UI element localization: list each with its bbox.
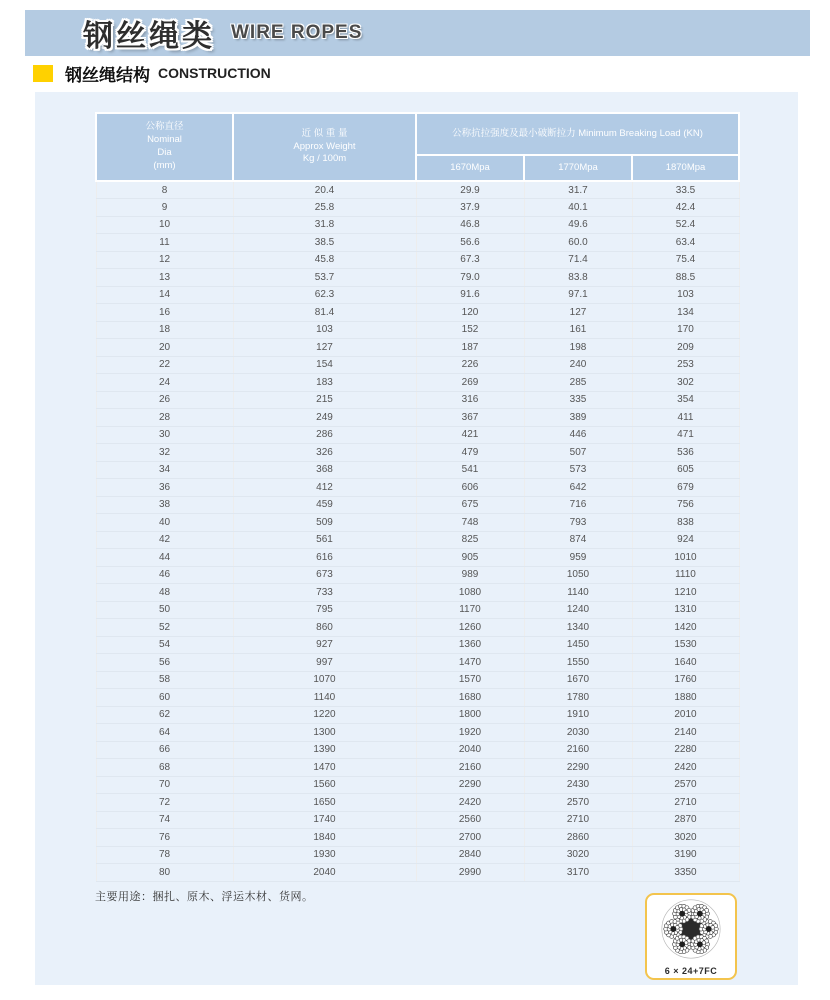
- table-cell: 103: [632, 286, 739, 304]
- table-cell: 45.8: [233, 251, 416, 269]
- table-cell: 152: [416, 321, 524, 339]
- table-cell: 997: [233, 654, 416, 672]
- title-bar: [25, 10, 810, 56]
- table-cell: 2160: [524, 741, 632, 759]
- table-row: [96, 829, 739, 847]
- table-cell: 1680: [416, 689, 524, 707]
- table-cell: 52.4: [632, 216, 739, 234]
- table-cell: 1390: [233, 741, 416, 759]
- table-cell: 335: [524, 391, 632, 409]
- table-cell: 161: [524, 321, 632, 339]
- usage-note: 主要用途：捆扎、原木、浮运木材、货网。: [95, 891, 314, 903]
- table-row: [96, 671, 739, 689]
- table-cell: 33.5: [632, 181, 739, 199]
- table-cell: 3170: [524, 864, 632, 882]
- col-header-weight-cn: 近 似 重 量: [301, 127, 348, 139]
- table-row: [96, 741, 739, 759]
- table-cell: 2040: [233, 864, 416, 882]
- table-cell: 2280: [632, 741, 739, 759]
- table-cell: 20: [96, 339, 233, 357]
- table-cell: 14: [96, 286, 233, 304]
- table-cell: 1780: [524, 689, 632, 707]
- table-cell: 286: [233, 426, 416, 444]
- table-body: [96, 181, 739, 881]
- col-header-dia-unit: (mm): [153, 159, 176, 171]
- table-cell: 40.1: [524, 199, 632, 217]
- table-cell: 959: [524, 549, 632, 567]
- table-row: [96, 864, 739, 882]
- table-cell: 1140: [233, 689, 416, 707]
- section-title-en: CONSTRUCTION: [158, 65, 271, 81]
- table-row: [96, 584, 739, 602]
- table-cell: 1220: [233, 706, 416, 724]
- table-cell: 37.9: [416, 199, 524, 217]
- table-cell: 42.4: [632, 199, 739, 217]
- table-cell: 13: [96, 269, 233, 287]
- table-cell: 1640: [632, 654, 739, 672]
- table-row: [96, 269, 739, 287]
- table-cell: 72: [96, 794, 233, 812]
- table-cell: 2030: [524, 724, 632, 742]
- table-cell: 91.6: [416, 286, 524, 304]
- table-row: [96, 549, 739, 567]
- table-cell: 354: [632, 391, 739, 409]
- table-cell: 46: [96, 566, 233, 584]
- table-row: [96, 374, 739, 392]
- col-header-dia-en1: Nominal: [147, 134, 182, 146]
- col-header-nominal-dia: [96, 113, 233, 181]
- table-cell: 48: [96, 584, 233, 602]
- table-cell: 838: [632, 514, 739, 532]
- table-cell: 253: [632, 356, 739, 374]
- table-row: [96, 234, 739, 252]
- table-cell: 240: [524, 356, 632, 374]
- rope-construction-label: 6 × 24+7FC: [664, 965, 718, 976]
- table-cell: 3020: [632, 829, 739, 847]
- table-cell: 64: [96, 724, 233, 742]
- table-cell: 412: [233, 479, 416, 497]
- table-cell: 989: [416, 566, 524, 584]
- table-cell: 605: [632, 461, 739, 479]
- table-cell: 1140: [524, 584, 632, 602]
- table-cell: 2420: [632, 759, 739, 777]
- table-row: [96, 689, 739, 707]
- table-cell: 3020: [524, 846, 632, 864]
- table-cell: 2990: [416, 864, 524, 882]
- table-cell: 795: [233, 601, 416, 619]
- section-header: [33, 62, 271, 84]
- table-cell: 1070: [233, 671, 416, 689]
- table-cell: 8: [96, 181, 233, 199]
- table-cell: 1340: [524, 619, 632, 637]
- table-cell: 1800: [416, 706, 524, 724]
- table-cell: 1570: [416, 671, 524, 689]
- table-cell: 68: [96, 759, 233, 777]
- table-cell: 1110: [632, 566, 739, 584]
- table-cell: 1550: [524, 654, 632, 672]
- table-cell: 29.9: [416, 181, 524, 199]
- table-cell: 2710: [632, 794, 739, 812]
- table-cell: 60.0: [524, 234, 632, 252]
- table-cell: 1560: [233, 776, 416, 794]
- table-cell: 2570: [524, 794, 632, 812]
- col-header-1670mpa: 1670Mpa: [416, 155, 524, 181]
- table-cell: 2290: [524, 759, 632, 777]
- table-cell: 367: [416, 409, 524, 427]
- table-cell: 2140: [632, 724, 739, 742]
- table-cell: 561: [233, 531, 416, 549]
- table-cell: 1530: [632, 636, 739, 654]
- table-cell: 269: [416, 374, 524, 392]
- table-row: [96, 286, 739, 304]
- table-cell: 215: [233, 391, 416, 409]
- table-cell: 46.8: [416, 216, 524, 234]
- table-cell: 411: [632, 409, 739, 427]
- table-cell: 22: [96, 356, 233, 374]
- table-cell: 541: [416, 461, 524, 479]
- table-cell: 36: [96, 479, 233, 497]
- table-cell: 1910: [524, 706, 632, 724]
- table-cell: 459: [233, 496, 416, 514]
- table-cell: 2570: [632, 776, 739, 794]
- table-cell: 81.4: [233, 304, 416, 322]
- col-header-min-breaking-load: 公称抗拉强度及最小破断拉力 Minimum Breaking Load (KN): [416, 113, 739, 155]
- table-cell: 1170: [416, 601, 524, 619]
- table-row: [96, 654, 739, 672]
- table-cell: 38.5: [233, 234, 416, 252]
- table-cell: 1650: [233, 794, 416, 812]
- table-cell: 1050: [524, 566, 632, 584]
- table-cell: 1670: [524, 671, 632, 689]
- content-panel: [35, 92, 798, 985]
- table-cell: 60: [96, 689, 233, 707]
- table-cell: 56: [96, 654, 233, 672]
- table-row: [96, 531, 739, 549]
- table-row: [96, 846, 739, 864]
- table-cell: 70: [96, 776, 233, 794]
- table-cell: 50: [96, 601, 233, 619]
- table-cell: 127: [524, 304, 632, 322]
- table-cell: 1920: [416, 724, 524, 742]
- table-cell: 127: [233, 339, 416, 357]
- table-cell: 756: [632, 496, 739, 514]
- table-cell: 3350: [632, 864, 739, 882]
- table-cell: 2560: [416, 811, 524, 829]
- table-cell: 9: [96, 199, 233, 217]
- table-cell: 793: [524, 514, 632, 532]
- table-cell: 927: [233, 636, 416, 654]
- table-row: [96, 724, 739, 742]
- table-cell: 24: [96, 374, 233, 392]
- table-cell: 16: [96, 304, 233, 322]
- table-cell: 71.4: [524, 251, 632, 269]
- table-cell: 78: [96, 846, 233, 864]
- table-cell: 1740: [233, 811, 416, 829]
- table-cell: 44: [96, 549, 233, 567]
- table-cell: 1880: [632, 689, 739, 707]
- table-cell: 187: [416, 339, 524, 357]
- table-cell: 1420: [632, 619, 739, 637]
- table-row: [96, 391, 739, 409]
- table-cell: 11: [96, 234, 233, 252]
- table-cell: 673: [233, 566, 416, 584]
- table-row: [96, 356, 739, 374]
- table-cell: 1470: [416, 654, 524, 672]
- table-cell: 1210: [632, 584, 739, 602]
- table-row: [96, 199, 739, 217]
- table-cell: 2860: [524, 829, 632, 847]
- col-header-approx-weight: [233, 113, 416, 181]
- table-cell: 58: [96, 671, 233, 689]
- table-cell: 18: [96, 321, 233, 339]
- yellow-square-bullet-icon: [33, 65, 53, 82]
- table-cell: 79.0: [416, 269, 524, 287]
- rope-construction-box: [645, 893, 737, 980]
- table-cell: 12: [96, 251, 233, 269]
- page-title-cn: 钢丝绳类: [83, 20, 215, 53]
- table-cell: 31.8: [233, 216, 416, 234]
- table-row: [96, 514, 739, 532]
- table-cell: 25.8: [233, 199, 416, 217]
- table-cell: 860: [233, 619, 416, 637]
- col-header-1870mpa: 1870Mpa: [632, 155, 739, 181]
- table-cell: 536: [632, 444, 739, 462]
- table-row: [96, 759, 739, 777]
- table-row: [96, 216, 739, 234]
- table-row: [96, 811, 739, 829]
- table-cell: 26: [96, 391, 233, 409]
- table-cell: 49.6: [524, 216, 632, 234]
- table-cell: 103: [233, 321, 416, 339]
- table-cell: 52: [96, 619, 233, 637]
- wire-rope-spec-table: [95, 112, 740, 882]
- table-cell: 1010: [632, 549, 739, 567]
- table-row: [96, 794, 739, 812]
- table-row: [96, 619, 739, 637]
- table-cell: 75.4: [632, 251, 739, 269]
- table-row: [96, 601, 739, 619]
- table-cell: 2710: [524, 811, 632, 829]
- table-row: [96, 251, 739, 269]
- table-row: [96, 636, 739, 654]
- table-cell: 2700: [416, 829, 524, 847]
- wire-rope-cross-section-icon: [660, 898, 722, 965]
- table-cell: 1450: [524, 636, 632, 654]
- page-title-en: WIRE ROPES: [231, 22, 363, 43]
- table-cell: 471: [632, 426, 739, 444]
- table-cell: 1080: [416, 584, 524, 602]
- table-cell: 226: [416, 356, 524, 374]
- table-cell: 1360: [416, 636, 524, 654]
- table-cell: 2870: [632, 811, 739, 829]
- table-row: [96, 496, 739, 514]
- table-cell: 83.8: [524, 269, 632, 287]
- table-cell: 316: [416, 391, 524, 409]
- table-row: [96, 479, 739, 497]
- col-header-dia-en2: Dia: [157, 147, 172, 158]
- table-cell: 74: [96, 811, 233, 829]
- table-cell: 1310: [632, 601, 739, 619]
- table-cell: 905: [416, 549, 524, 567]
- table-cell: 32: [96, 444, 233, 462]
- table-cell: 716: [524, 496, 632, 514]
- table-row: [96, 339, 739, 357]
- table-cell: 1760: [632, 671, 739, 689]
- table-cell: 66: [96, 741, 233, 759]
- table-cell: 748: [416, 514, 524, 532]
- table-cell: 733: [233, 584, 416, 602]
- table-cell: 2430: [524, 776, 632, 794]
- table-cell: 10: [96, 216, 233, 234]
- table-cell: 28: [96, 409, 233, 427]
- table-cell: 1240: [524, 601, 632, 619]
- table-cell: 31.7: [524, 181, 632, 199]
- table-cell: 874: [524, 531, 632, 549]
- table-cell: 1930: [233, 846, 416, 864]
- table-cell: 326: [233, 444, 416, 462]
- table-cell: 30: [96, 426, 233, 444]
- table-cell: 679: [632, 479, 739, 497]
- table-cell: 2420: [416, 794, 524, 812]
- table-row: [96, 776, 739, 794]
- table-row: [96, 304, 739, 322]
- table-cell: 285: [524, 374, 632, 392]
- table-cell: 1840: [233, 829, 416, 847]
- table-cell: 249: [233, 409, 416, 427]
- table-cell: 573: [524, 461, 632, 479]
- table-cell: 507: [524, 444, 632, 462]
- table-cell: 183: [233, 374, 416, 392]
- table-cell: 53.7: [233, 269, 416, 287]
- table-cell: 389: [524, 409, 632, 427]
- table-cell: 34: [96, 461, 233, 479]
- table-cell: 1470: [233, 759, 416, 777]
- table-cell: 2160: [416, 759, 524, 777]
- table-row: [96, 706, 739, 724]
- table-cell: 62.3: [233, 286, 416, 304]
- table-cell: 302: [632, 374, 739, 392]
- table-cell: 446: [524, 426, 632, 444]
- table-cell: 368: [233, 461, 416, 479]
- table-cell: 616: [233, 549, 416, 567]
- table-cell: 63.4: [632, 234, 739, 252]
- table-cell: 20.4: [233, 181, 416, 199]
- table-row: [96, 461, 739, 479]
- table-cell: 62: [96, 706, 233, 724]
- table-cell: 42: [96, 531, 233, 549]
- table-cell: 67.3: [416, 251, 524, 269]
- table-cell: 170: [632, 321, 739, 339]
- table-cell: 2040: [416, 741, 524, 759]
- section-title-cn: 钢丝绳结构: [65, 65, 150, 85]
- table-cell: 606: [416, 479, 524, 497]
- table-cell: 1260: [416, 619, 524, 637]
- table-cell: 924: [632, 531, 739, 549]
- table-cell: 76: [96, 829, 233, 847]
- table-cell: 198: [524, 339, 632, 357]
- table-cell: 54: [96, 636, 233, 654]
- col-header-1770mpa: 1770Mpa: [524, 155, 632, 181]
- col-header-dia-cn: 公称直径: [145, 121, 184, 133]
- table-cell: 88.5: [632, 269, 739, 287]
- table-cell: 2840: [416, 846, 524, 864]
- table-cell: 421: [416, 426, 524, 444]
- table-cell: 120: [416, 304, 524, 322]
- table-cell: 675: [416, 496, 524, 514]
- table-cell: 40: [96, 514, 233, 532]
- table-cell: 134: [632, 304, 739, 322]
- table-cell: 56.6: [416, 234, 524, 252]
- table-cell: 2290: [416, 776, 524, 794]
- table-cell: 209: [632, 339, 739, 357]
- table-cell: 479: [416, 444, 524, 462]
- table-cell: 80: [96, 864, 233, 882]
- table-row: [96, 444, 739, 462]
- table-cell: 1300: [233, 724, 416, 742]
- table-cell: 3190: [632, 846, 739, 864]
- table-cell: 154: [233, 356, 416, 374]
- table-cell: 642: [524, 479, 632, 497]
- table-row: [96, 426, 739, 444]
- col-header-weight-en: Approx Weight: [293, 140, 356, 152]
- table-row: [96, 321, 739, 339]
- col-header-weight-unit: Kg / 100m: [302, 153, 347, 165]
- table-row: [96, 181, 739, 199]
- table-cell: 509: [233, 514, 416, 532]
- table-cell: 2010: [632, 706, 739, 724]
- table-cell: 38: [96, 496, 233, 514]
- table-cell: 825: [416, 531, 524, 549]
- table-row: [96, 409, 739, 427]
- table-cell: 97.1: [524, 286, 632, 304]
- table-row: [96, 566, 739, 584]
